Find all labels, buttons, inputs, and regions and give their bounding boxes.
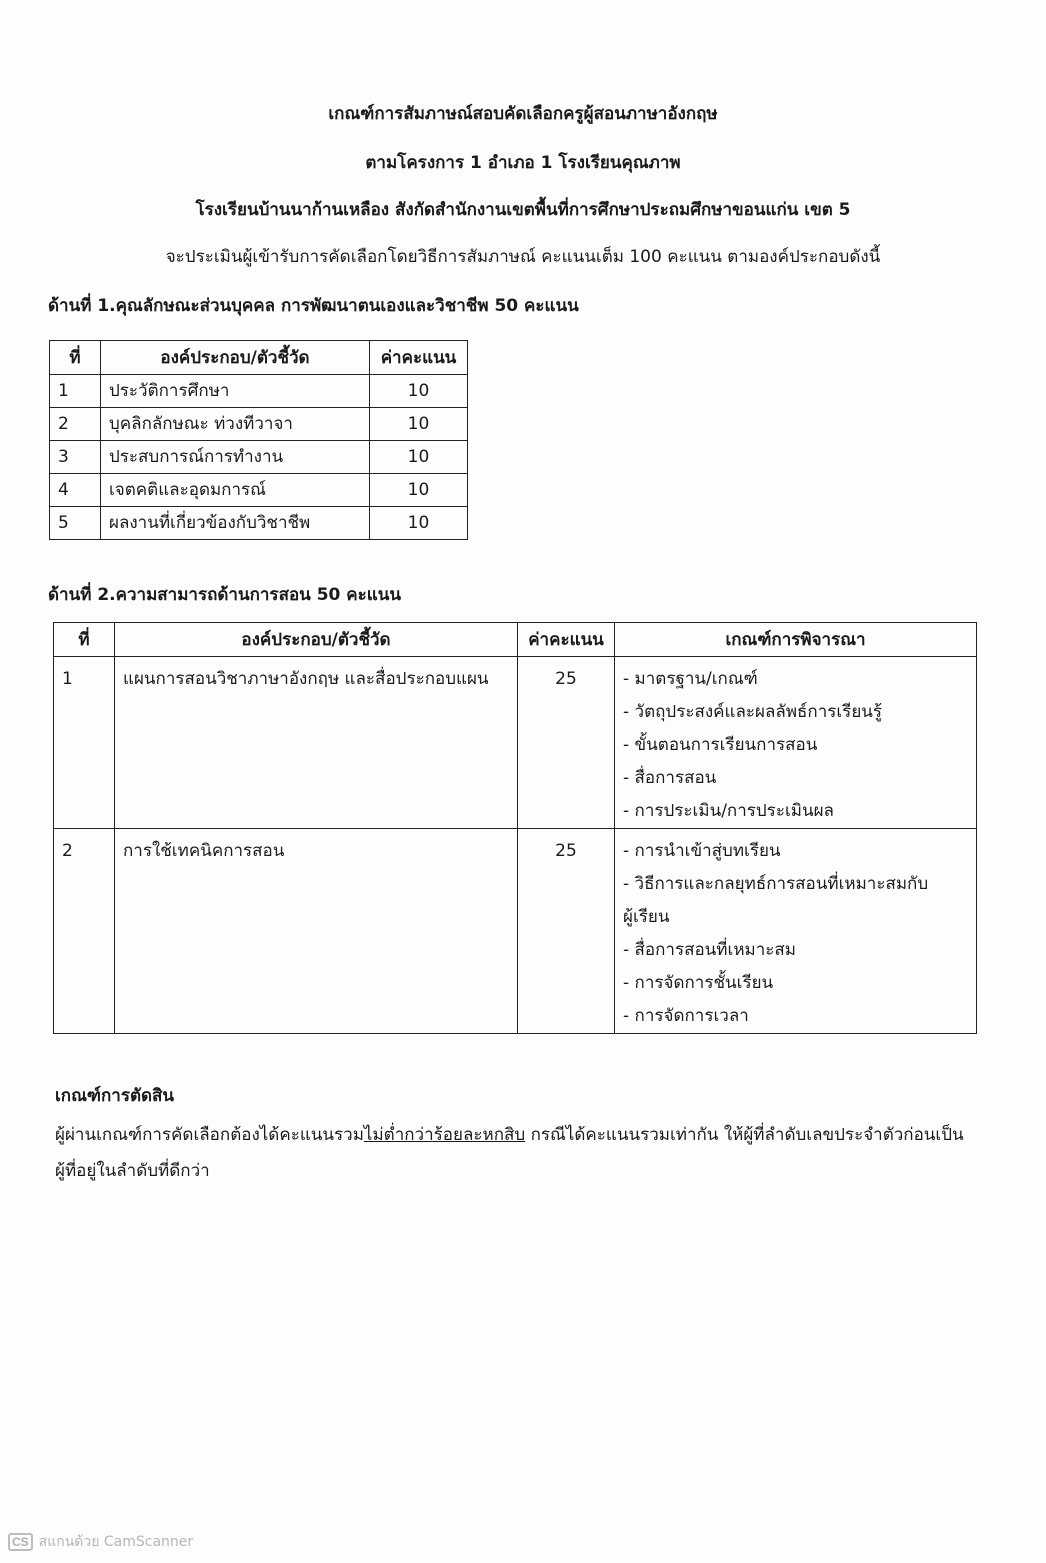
watermark-text: สแกนด้วย CamScanner [38, 1534, 194, 1550]
section1-table [49, 340, 468, 540]
col-criteria: เกณฑ์การพิจารณา [615, 623, 977, 657]
camscanner-watermark [8, 1531, 193, 1553]
row-no: 1 [54, 657, 115, 829]
row-item: การใช้เทคนิคการสอน [115, 829, 518, 1034]
school-name: โรงเรียนบ้านนาก้านเหลือง สังกัดสำนักงานเขตพื้นที่การศึกษาประถมศึกษาขอนแก่น เขต 5 [195, 200, 851, 220]
decision-text-line2: ผู้ที่อยู่ในลำดับที่ดีกว่า [55, 1161, 210, 1181]
decision-text-after: กรณีได้คะแนนรวมเท่ากัน ให้ผู้ที่ลำดับเลขประจำตัวก่อนเป็น [525, 1125, 964, 1145]
criteria-item: - การประเมิน/การประเมินผล [623, 801, 834, 821]
row-item: บุคลิกลักษณะ ท่วงทีวาจา [101, 408, 370, 441]
criteria-item: - วิธีการและกลยุทธ์การสอนที่เหมาะสมกับ [623, 874, 929, 894]
document-subtitle: ตามโครงการ 1 อำเภอ 1 โรงเรียนคุณภาพ [365, 153, 681, 173]
document-title: เกณฑ์การสัมภาษณ์สอบคัดเลือกครูผู้สอนภาษาอังกฤษ [328, 104, 718, 124]
row-score: 10 [370, 408, 468, 441]
row-no: 1 [50, 375, 101, 408]
camscanner-logo-icon: CS [8, 1533, 33, 1551]
table-row [50, 474, 468, 507]
criteria-item: - การนำเข้าสู่บทเรียน [623, 841, 781, 861]
intro-text: จะประเมินผู้เข้ารับการคัดเลือกโดยวิธีการสัมภาษณ์ คะแนนเต็ม 100 คะแนน ตามองค์ประกอบดังนี้ [165, 247, 881, 267]
criteria-item: - การจัดการชั้นเรียน [623, 973, 774, 993]
row-item: ประวัติการศึกษา [101, 375, 370, 408]
table-row [50, 375, 468, 408]
col-score: ค่าคะแนน [518, 623, 615, 657]
decision-text-before: ผู้ผ่านเกณฑ์การคัดเลือกต้องได้คะแนนรวม [55, 1125, 364, 1145]
col-item: องค์ประกอบ/ตัวชี้วัด [115, 623, 518, 657]
row-item: ประสบการณ์การทำงาน [101, 441, 370, 474]
criteria-item: - มาตรฐาน/เกณฑ์ [623, 669, 758, 689]
row-no: 5 [50, 507, 101, 540]
section2-table [53, 622, 977, 1034]
criteria-item: - วัตถุประสงค์และผลลัพธ์การเรียนรู้ [623, 702, 883, 722]
row-no: 2 [54, 829, 115, 1034]
table-header-row [54, 623, 977, 657]
table-header-row [50, 341, 468, 375]
table-row [50, 441, 468, 474]
row-item: เจตคติและอุดมการณ์ [101, 474, 370, 507]
row-no: 2 [50, 408, 101, 441]
decision-heading: เกณฑ์การตัดสิน [55, 1086, 175, 1106]
row-score: 10 [370, 441, 468, 474]
row-criteria [615, 657, 977, 829]
criteria-item: - สื่อการสอนที่เหมาะสม [623, 940, 796, 960]
criteria-item: - สื่อการสอน [623, 768, 717, 788]
decision-threshold: ไม่ต่ำกว่าร้อยละหกสิบ [363, 1125, 526, 1145]
row-item: แผนการสอนวิชาภาษาอังกฤษ และสื่อประกอบแผน [115, 657, 518, 829]
row-score: 25 [518, 829, 615, 1034]
col-score: ค่าคะแนน [370, 341, 468, 375]
criteria-item: ผู้เรียน [623, 907, 670, 927]
criteria-item: - ขั้นตอนการเรียนการสอน [623, 735, 818, 755]
section2-heading: ด้านที่ 2.ความสามารถด้านการสอน 50 คะแนน [48, 585, 401, 605]
col-no: ที่ [50, 341, 101, 375]
criteria-item: - การจัดการเวลา [623, 1006, 749, 1026]
col-no: ที่ [54, 623, 115, 657]
table-row [50, 408, 468, 441]
decision-text [55, 1117, 995, 1189]
table-row [50, 507, 468, 540]
table-row [54, 657, 977, 829]
row-item: ผลงานที่เกี่ยวข้องกับวิชาชีพ [101, 507, 370, 540]
row-no: 3 [50, 441, 101, 474]
row-score: 10 [370, 474, 468, 507]
row-score: 10 [370, 375, 468, 408]
table-row [54, 829, 977, 1034]
col-item: องค์ประกอบ/ตัวชี้วัด [101, 341, 370, 375]
section1-heading: ด้านที่ 1.คุณลักษณะส่วนบุคคล การพัฒนาตนเองและวิชาชีพ 50 คะแนน [48, 296, 579, 316]
row-criteria [615, 829, 977, 1034]
row-no: 4 [50, 474, 101, 507]
row-score: 10 [370, 507, 468, 540]
row-score: 25 [518, 657, 615, 829]
